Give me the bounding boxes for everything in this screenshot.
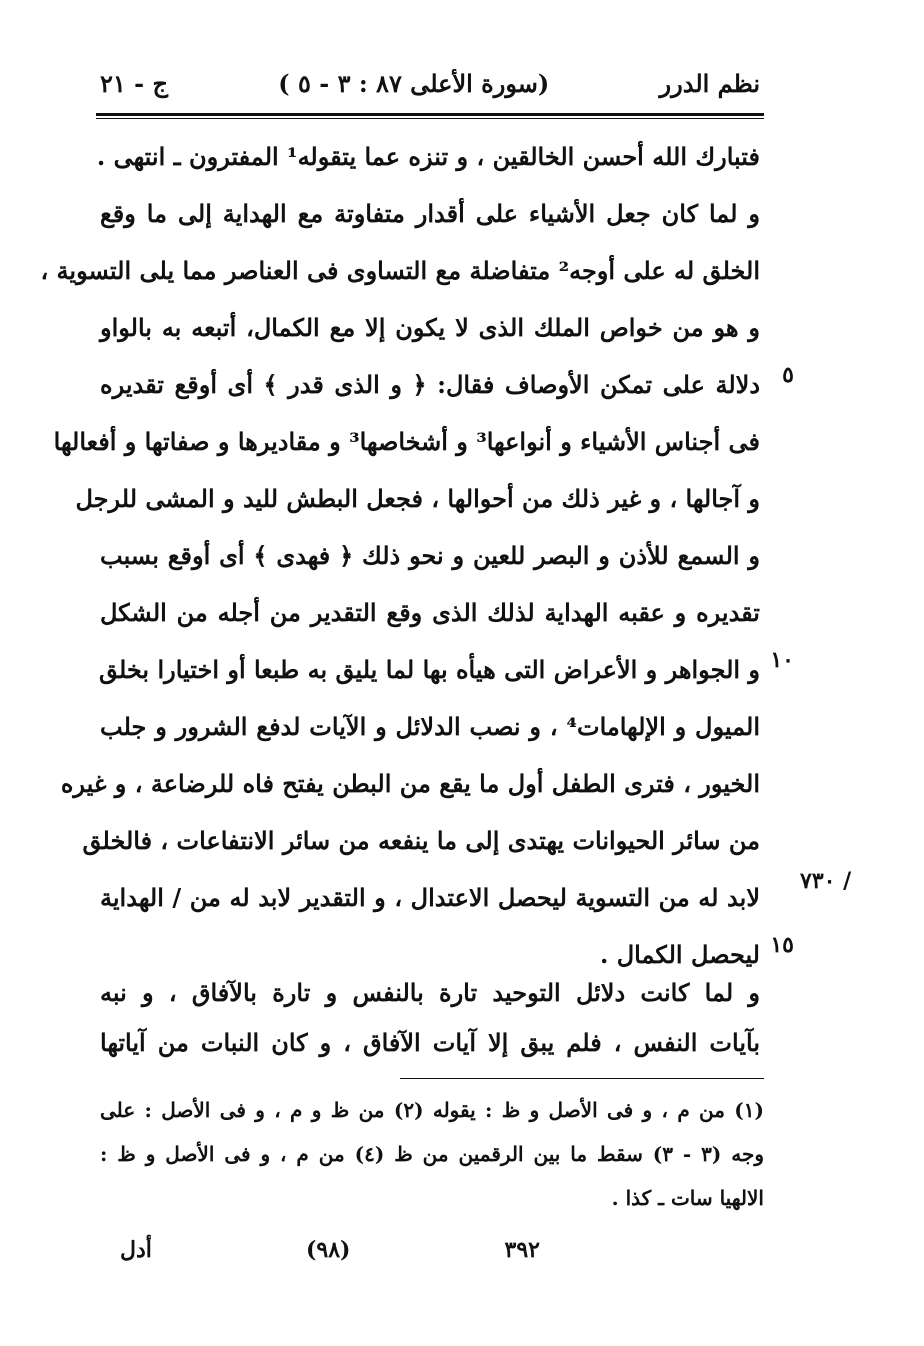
text-line: و السمع للأذن و البصر للعين و نحو ذلك ﴿ فهدى ﴾ أى أوقع بسبب [100, 541, 760, 570]
surah-reference: (سورة الأعلى ٨٧ : ٣ - ٥ ) [278, 68, 550, 98]
text-line: الخيور ، فترى الطفل أول ما يقع من البطن يفتح فاه للرضاعة ، و غيره [60, 769, 760, 798]
page-footer [120, 1230, 540, 1270]
text-line: تقديره و عقبه الهداية لذلك الذى وقع التقدير من أجله من الشكل [100, 598, 760, 627]
line-number-15: ١٥ [770, 932, 794, 958]
footnote-rule [400, 1078, 764, 1079]
text-line: بآيات النفس ، فلم يبق إلا آيات الآفاق ، و كان النبات من آياتها [100, 1028, 761, 1057]
text-line: و هو من خواص الملك الذى لا يكون إلا مع الكمال، أتبعه به بالواو [100, 313, 760, 342]
footnote-line: (١) من م ، و فى الأصل و ظ : يقوله (٢) من ظ و م ، و فى الأصل : على [100, 1098, 764, 1122]
manuscript-folio-ref: / ٧٣٠ [800, 868, 852, 894]
text-line: و لما كان جعل الأشياء على أقدار متفاوتة مع الهداية إلى ما وقع [100, 199, 760, 228]
text-line: فى أجناس الأشياء و أنواعها³ و أشخاصها³ و مقاديرها و صفاتها و أفعالها [53, 427, 760, 456]
volume-label: ج - ٢١ [100, 68, 168, 98]
header-rule-thin [96, 118, 764, 119]
sheet-number: (٩٨) [305, 1237, 351, 1263]
text-line: الخلق له على أوجه² متفاضلة مع التساوى فى العناصر مما يلى التسوية ، [40, 256, 760, 285]
line-number-10: ١٠ [770, 647, 794, 673]
main-text [40, 128, 760, 983]
text-line: من سائر الحيوانات يهتدى إلى ما ينفعه من سائر الانتفاعات ، فالخلق [82, 826, 760, 855]
text-line: فتبارك الله أحسن الخالقين ، و تنزه عما يتقوله¹ المفترون ـ انتهى . [96, 142, 760, 171]
line-number-5: ٥ [782, 362, 794, 388]
text-line: دلالة على تمكن الأوصاف فقال: ﴿ و الذى قدر ﴾ أى أوقع تقديره [100, 370, 760, 399]
running-header [100, 58, 760, 108]
page-number: ٣٩٢ [504, 1237, 540, 1263]
text-line: ليحصل الكمال . [600, 940, 760, 969]
footnotes [100, 1088, 764, 1220]
text-line: و لما كانت دلائل التوحيد تارة بالنفس و تارة بالآفاق ، و نبه [100, 978, 760, 1007]
footnote-line: وجه (٣ - ٣) سقط ما بين الرقمين من ظ (٤) من م ، و فى الأصل و ظ : [100, 1142, 765, 1166]
text-line: الميول و الإلهامات⁴ ، و نصب الدلائل و الآيات لدفع الشرور و جلب [100, 712, 760, 741]
text-line: و آجالها ، و غير ذلك من أحوالها ، فجعل البطش لليد و المشى للرجل [75, 484, 760, 513]
book-title: نظم الدرر [659, 68, 760, 98]
footnote-line: الالهيا سات ـ كذا . [611, 1186, 764, 1210]
second-paragraph [100, 968, 760, 1068]
catchword: أدل [120, 1237, 152, 1263]
text-line: لابد له من التسوية ليحصل الاعتدال ، و التقدير لابد له من / الهداية [100, 883, 760, 912]
header-rule-thick [96, 113, 764, 116]
text-line: و الجواهر و الأعراض التى هيأه بها لما يليق به طبعا أو اختيارا بخلق [98, 655, 760, 684]
